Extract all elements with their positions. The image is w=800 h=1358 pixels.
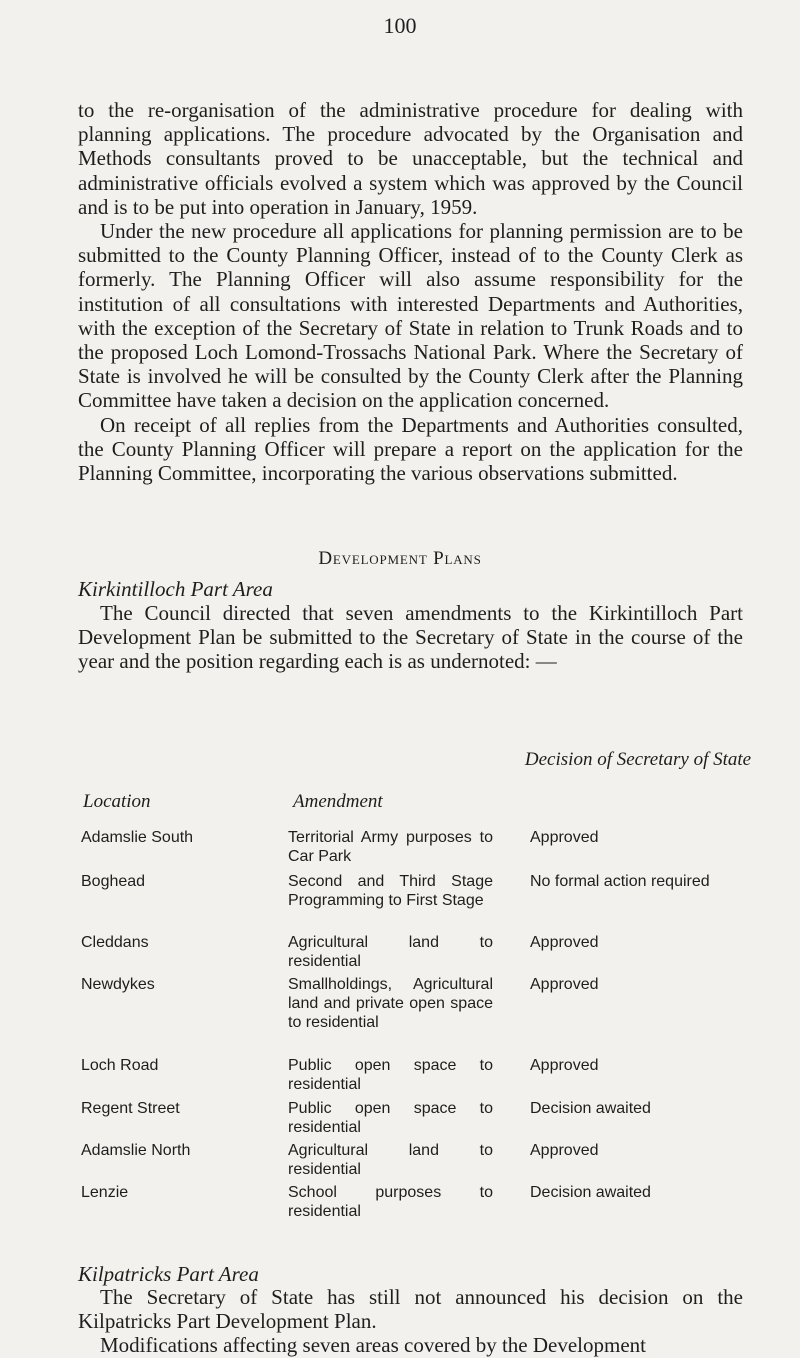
intro-text (78, 98, 743, 485)
cell-decision: Approved (530, 829, 599, 846)
kilpatricks-text (78, 1285, 743, 1358)
paragraph: Under the new procedure all applications for planning permission are to be submitted to the County Planning Officer, instead of to the County Clerk as formerly. The Planning Officer will also assume responsibility for the institution of all consultations with interested Departments and Authorities, with the exception of the Secretary of State in relation to Trunk Roads and to the proposed Loch Lomond-Trossachs National Park. Where the Secretary of State is involved he will be consulted by the County Clerk after the Planning Committee have taken a decision on the application concerned. (78, 219, 743, 413)
cell-decision: Approved (530, 1142, 599, 1159)
subheading-kirkintilloch: Kirkintilloch Part Area (78, 577, 273, 601)
cell-amendment: Agricultural land to residential (288, 934, 493, 970)
paragraph: The Secretary of State has still not announced his decision on the Kilpatricks Part Development Plan. (78, 1285, 743, 1334)
cell-decision: Approved (530, 976, 599, 993)
cell-decision: Approved (530, 934, 599, 951)
cell-amendment: Public open space to residential (288, 1057, 493, 1093)
section-heading: Development Plans (318, 548, 482, 569)
cell-decision: Decision awaited (530, 1100, 651, 1117)
cell-amendment: Second and Third Stage Programming to First Stage (288, 873, 493, 909)
table-header-amendment: Amendment (293, 791, 383, 812)
cell-decision: Decision awaited (530, 1184, 651, 1201)
table-header-decision: Decision of Secretary of State (524, 749, 752, 770)
cell-location: Newdykes (81, 976, 155, 993)
cell-location: Loch Road (81, 1057, 159, 1074)
cell-amendment: Agricultural land to residential (288, 1142, 493, 1178)
cell-location: Regent Street (81, 1100, 180, 1117)
table-header-location: Location (83, 791, 151, 812)
cell-decision: Approved (530, 1057, 599, 1074)
paragraph: Modifications affecting seven areas covered by the Development (100, 1333, 646, 1358)
cell-location: Adamslie South (81, 829, 194, 846)
cell-location: Lenzie (81, 1184, 129, 1201)
cell-decision: No formal action required (530, 873, 710, 890)
cell-amendment: Public open space to residential (288, 1100, 493, 1136)
kirkintilloch-text (78, 601, 743, 674)
cell-location: Cleddans (81, 934, 149, 951)
paragraph: The Council directed that seven amendments to the Kirkintilloch Part Development Plan be submitted to the Secretary of State in the course of the year and the position regarding each is as undernoted: — (78, 601, 743, 674)
cell-location: Boghead (81, 873, 146, 890)
cell-amendment: Territorial Army purposes to Car Park (288, 829, 493, 865)
paragraph: to the re-organisation of the administrative procedure for dealing with planning applications. The procedure advocated by the Organisation and Methods consultants proved to be unacceptable, but the technical and administrative officials evolved a system which was approved by the Council and is to be put into operation in January, 1959. (78, 98, 743, 219)
paragraph: On receipt of all replies from the Departments and Authorities consulted, the County Planning Officer will prepare a report on the application for the Planning Committee, incorporating the various observations submitted. (78, 412, 743, 486)
cell-location: Adamslie North (81, 1142, 191, 1159)
subheading-kilpatricks: Kilpatricks Part Area (78, 1262, 259, 1286)
page-number: 100 (383, 13, 417, 38)
cell-amendment: Smallholdings, Agricultural land and private open space to residential (288, 976, 493, 1031)
cell-amendment: School purposes to residential (288, 1184, 493, 1220)
